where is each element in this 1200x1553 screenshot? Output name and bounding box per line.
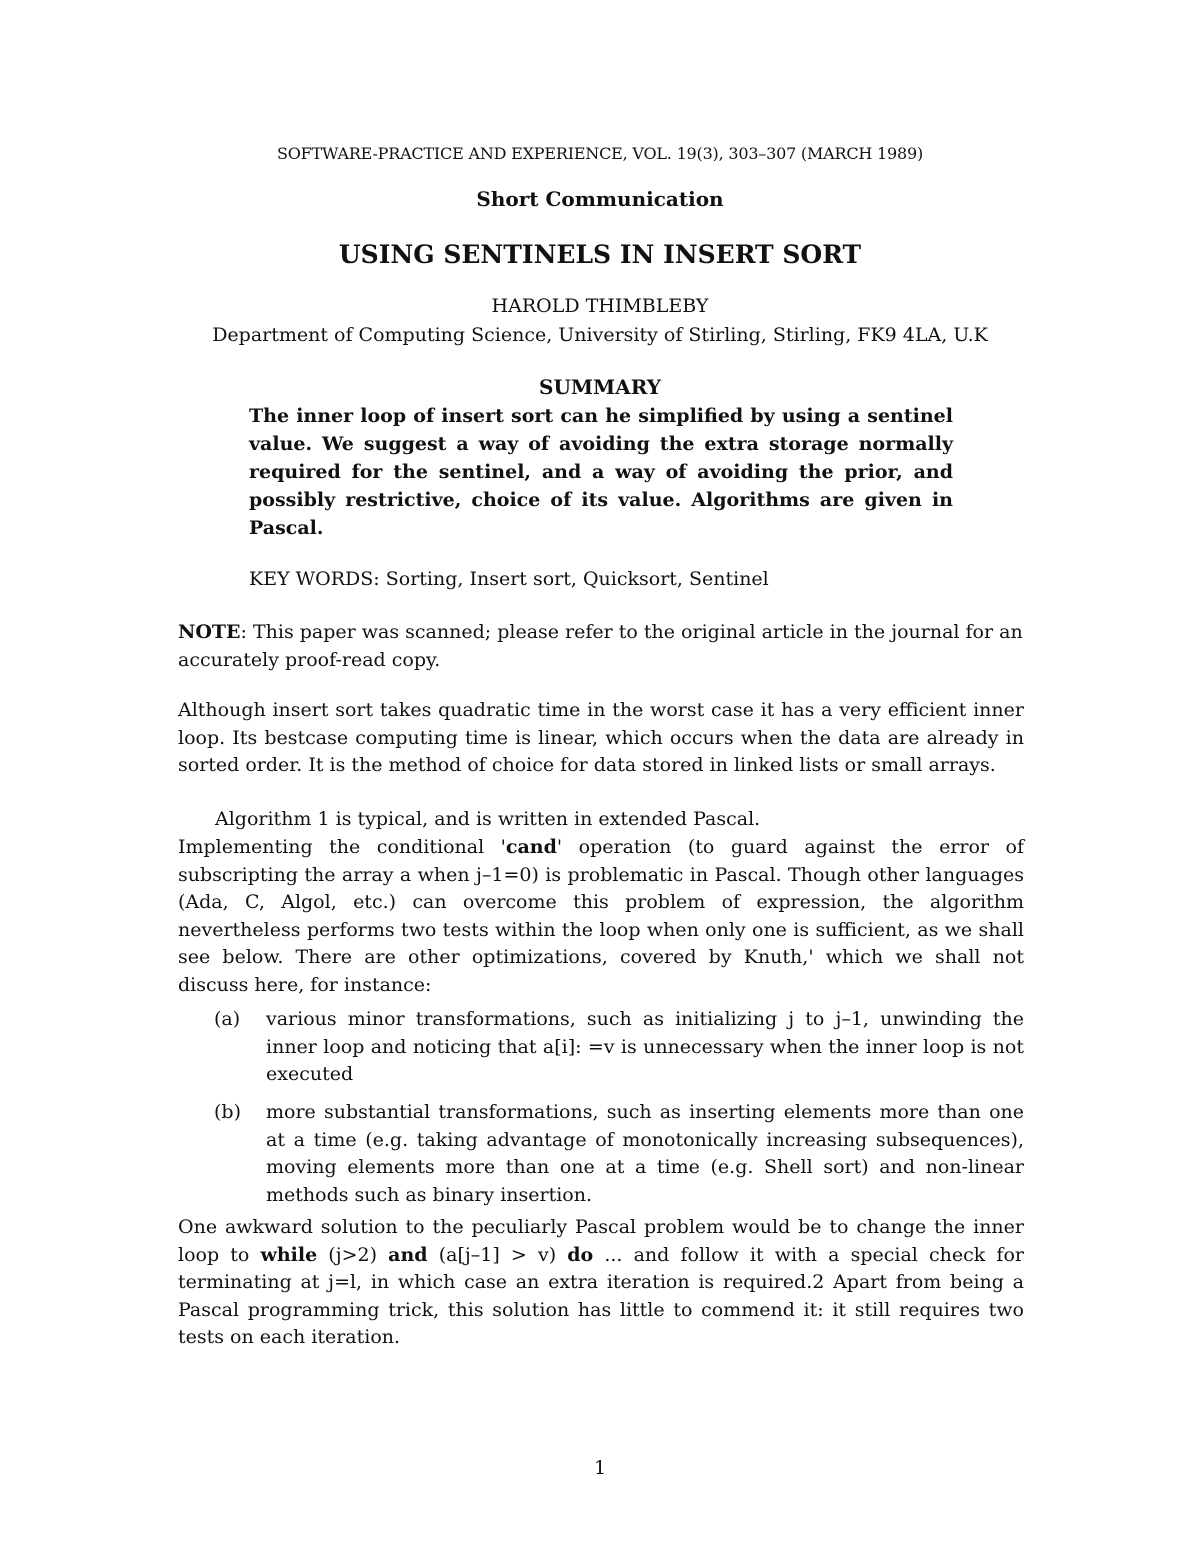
do-keyword: do: [567, 1243, 594, 1266]
cand-keyword: cand: [505, 836, 557, 858]
para3-text-start: Implementing the conditional ': [178, 836, 506, 858]
list-item-b-label: (b): [214, 1101, 241, 1123]
keywords: KEY WORDS: Sorting, Insert sort, Quicksort, Sentinel: [249, 568, 769, 590]
while-keyword: while: [260, 1243, 318, 1266]
list-item-a-label: (a): [214, 1008, 241, 1030]
body-paragraph-4: [178, 1214, 1024, 1352]
summary-text: The inner loop of insert sort can he simplified by using a sentinel value. We suggest a way of avoiding the extra storage normally required for the sentinel, and a way of avoiding the prior, and possibly restrictive, choice of its value. Algorithms are given in Pascal.: [249, 405, 953, 539]
summary-heading: SUMMARY: [539, 375, 661, 399]
para4-text-4: ... and follow it with a special check for terminating at j=l, in which case an extra iteration is required.2 Apart from being a Pascal programming trick, this solution has little to commend it: it still requires two tests on each iteration.: [178, 1243, 1024, 1348]
paper-title: USING SENTINELS IN INSERT SORT: [338, 240, 862, 269]
para4-text-3: (a[j–1] > v): [427, 1243, 568, 1266]
body-paragraph-3: [178, 834, 1024, 999]
list-item-a-text: various minor transformations, such as initializing j to j–1, unwinding the inner loop and noticing that a[i]: =v is unnecessary when the inner loop is not executed: [266, 1008, 1024, 1085]
journal-citation: SOFTWARE-PRACTICE AND EXPERIENCE, VOL. 19(3), 303–307 (MARCH 1989): [276, 144, 924, 163]
and-keyword: and: [388, 1243, 428, 1266]
para4-text-1: One awkward solution to the peculiarly Pascal problem would be to change the inner loop to: [178, 1216, 1024, 1266]
scan-note: [178, 619, 1024, 674]
para4-text-2: (j>2): [317, 1243, 389, 1266]
para3-text-end: ' operation (to guard against the error of subscripting the array a when j–1=0) is problematic in Pascal. Though other languages (Ada, C, Algol, etc.) can overcome this problem of expression, the algorithm nevertheless performs two tests within the loop when only one is sufficient, as we shall see below. There are other optimizations, covered by Knuth,' which we shall not discuss here, for instance:: [178, 836, 1025, 996]
body-paragraph-2: Algorithm 1 is typical, and is written in extended Pascal.: [215, 808, 761, 830]
note-text: : This paper was scanned; please refer to the original article in the journal for an accurately proof-read copy.: [178, 621, 1023, 671]
list-item-b-text: more substantial transformations, such as inserting elements more than one at a time (e.g. taking advantage of monotonically increasing subsequences), moving elements more than one at a time (e.g. Shell sort) and non-linear methods such as binary insertion.: [266, 1101, 1024, 1206]
body-paragraph-1: Although insert sort takes quadratic time in the worst case it has a very efficient inner loop. Its bestcase computing time is linear, which occurs when the data are already in sorted order. It is the method of choice for data stored in linked lists or small arrays.: [178, 699, 1024, 776]
author-affiliation: Department of Computing Science, University of Stirling, Stirling, FK9 4LA, U.K: [212, 324, 988, 346]
author-name: HAROLD THIMBLEBY: [491, 295, 709, 317]
page-number: 1: [593, 1457, 607, 1479]
note-label: NOTE: [178, 621, 241, 643]
article-type: Short Communication: [476, 187, 724, 211]
